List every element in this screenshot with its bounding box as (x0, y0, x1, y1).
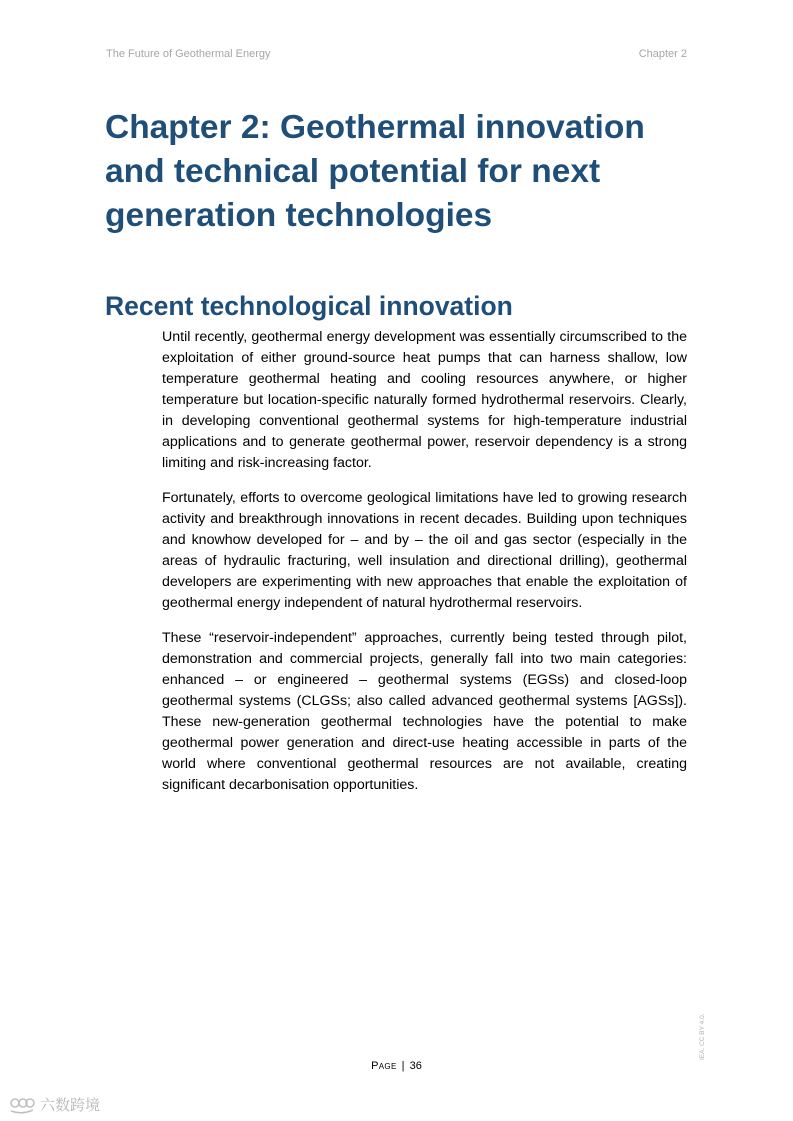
page-footer (0, 1060, 793, 1072)
page-separator: | (401, 1060, 405, 1072)
watermark (8, 1094, 100, 1115)
body-text (162, 327, 687, 810)
paragraph: These “reservoir-independent” approaches, currently being tested through pilot, demonstration and commercial projects, generally fall into two main categories: enhanced – or engineered – geothermal systems (EGSs) and closed-loop geothermal systems (CLGSs; also called advanced geothermal systems [AGSs]). These new-generation geothermal technologies have the potential to make geothermal power generation and direct-use heating accessible in parts of the world where conventional geothermal resources are not available, creating significant decarbonisation opportunities. (162, 630, 687, 793)
license-note: IEA. CC BY 4.0. (699, 1013, 706, 1060)
page-label: Page (371, 1060, 397, 1072)
chapter-title: Chapter 2: Geothermal innovation and technical potential for next generation technologies (105, 109, 645, 234)
paragraph: Fortunately, efforts to overcome geological limitations have led to growing research activity and breakthrough innovations in recent decades. Building upon techniques and knowhow developed for – and by – the oil and gas sector (especially in the areas of hydraulic fracturing, well insulation and directional drilling), geothermal developers are experimenting with new approaches that enable the exploitation of geothermal energy independent of natural hydrothermal reservoirs. (162, 490, 687, 611)
paragraph: Until recently, geothermal energy development was essentially circumscribed to the exploitation of either ground-source heat pumps that can harness shallow, low temperature geothermal heating and cooling resources anywhere, or higher temperature but location-specific naturally formed hydrothermal reservoirs. Clearly, in developing conventional geothermal systems for high-temperature industrial applications and to generate geothermal power, reservoir dependency is a strong limiting and risk-increasing factor. (162, 329, 687, 471)
section-title: Recent technological innovation (105, 291, 513, 321)
page-number: 36 (409, 1060, 422, 1072)
watermark-logo-icon (8, 1095, 36, 1115)
running-header-doc-title: The Future of Geothermal Energy (106, 48, 271, 60)
running-header-chapter: Chapter 2 (638, 48, 687, 60)
watermark-text: 六数跨境 (40, 1097, 101, 1114)
